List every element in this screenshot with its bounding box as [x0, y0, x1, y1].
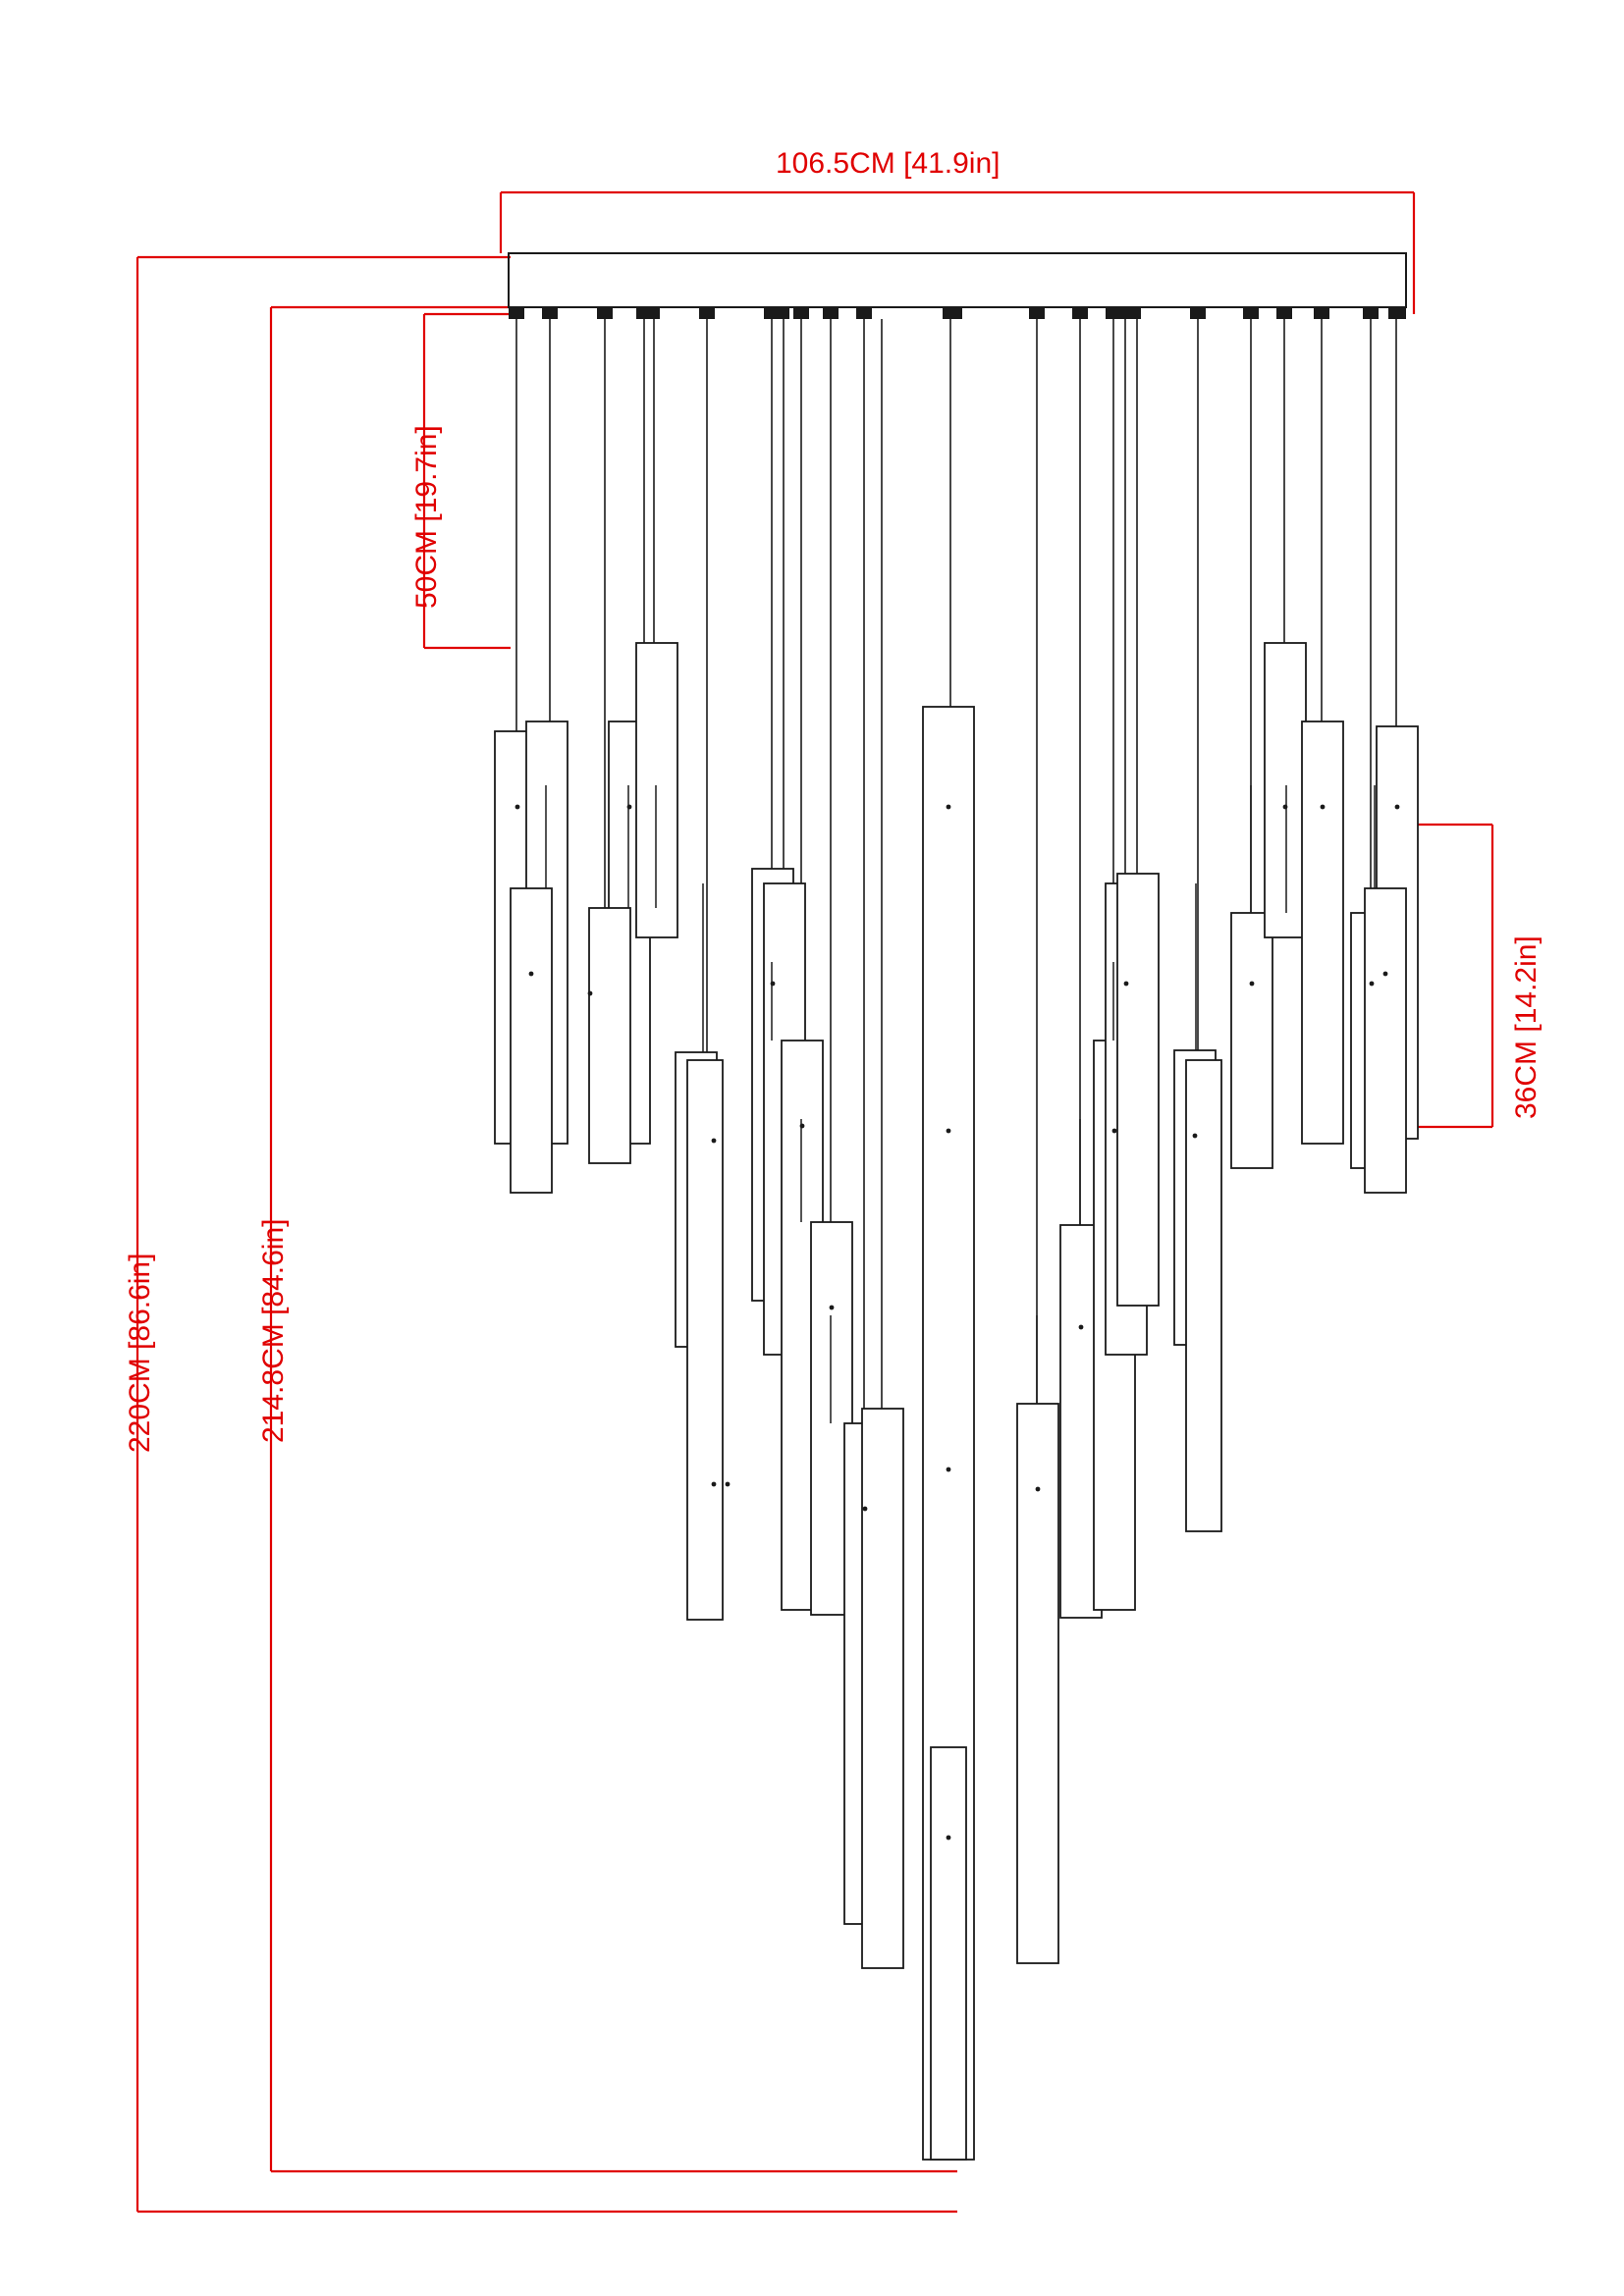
dimension-label-canopy-drop: 50CM [19.7in]: [410, 425, 443, 609]
dimension-label-width: 106.5CM [41.9in]: [776, 147, 1001, 180]
canopy: [509, 253, 1406, 319]
dimension-label-total-height: 220CM [86.6in]: [124, 1253, 156, 1453]
dimension-label-tube-length: 36CM [14.2in]: [1510, 935, 1543, 1119]
dimension-label-fixture-height: 214.8CM [84.6in]: [257, 1218, 290, 1443]
pendant-tubes: [495, 643, 1418, 2160]
